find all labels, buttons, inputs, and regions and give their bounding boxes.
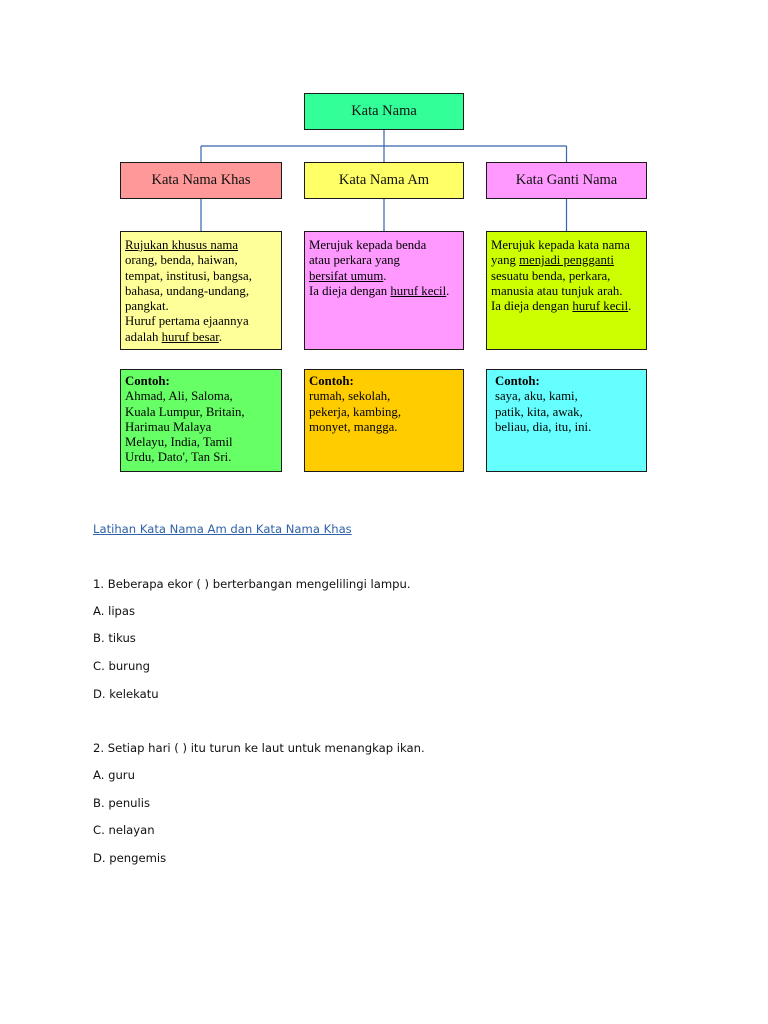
description-text: atau perkara yang (309, 253, 400, 268)
option-d: D. kelekatu (93, 687, 159, 701)
description-line (491, 299, 642, 314)
root-label: Kata Nama (351, 103, 417, 119)
description-box-kata-nama-khas (120, 231, 282, 350)
underlined-term: bersifat umum (309, 268, 384, 283)
example-line: Ahmad, Ali, Saloma, (125, 389, 233, 404)
description-line (491, 284, 642, 299)
option-b: B. penulis (93, 796, 150, 810)
example-line: rumah, sekolah, (309, 389, 391, 404)
noun-diagram (0, 0, 768, 500)
option-d: D. pengemis (93, 851, 167, 865)
example-box-kata-nama-am (304, 369, 464, 472)
description-line (309, 238, 459, 253)
description-text: orang, benda, haiwan, (125, 253, 238, 268)
description-text: . (628, 299, 632, 314)
description-line (125, 269, 277, 284)
underlined-term: menjadi pengganti (519, 253, 614, 268)
description-line (125, 330, 277, 345)
description-text: . (218, 329, 223, 344)
category-box-kata-nama-khas (120, 162, 282, 199)
option-a: A. lipas (93, 604, 136, 618)
description-text: sesuatu benda, perkara, (491, 268, 611, 283)
option-b: B. tikus (93, 631, 136, 645)
description-text: tempat, institusi, bangsa, (125, 268, 252, 283)
description-line (491, 253, 642, 268)
description-line (491, 269, 642, 284)
category-label: Kata Nama Am (338, 172, 430, 188)
description-text: bahasa, undang-undang, (125, 283, 250, 298)
description-text: . (383, 268, 387, 283)
description-line (125, 238, 277, 253)
root-box-kata-nama (304, 93, 464, 130)
description-line (125, 253, 277, 268)
description-line (491, 238, 642, 253)
option-c: C. burung (93, 659, 150, 673)
description-text: Ia dieja dengan (309, 283, 391, 298)
description-line (125, 299, 277, 314)
description-line (125, 284, 277, 299)
underlined-term: Rujukan khusus nama (125, 238, 239, 252)
category-label: Kata Ganti Nama (515, 172, 618, 188)
option-a: A. guru (93, 768, 135, 782)
description-text: Merujuk kepada kata nama (491, 238, 630, 252)
description-box-kata-ganti-nama (486, 231, 647, 350)
description-text: adalah (125, 329, 162, 344)
example-line: beliau, dia, itu, ini. (495, 419, 592, 434)
description-line (309, 284, 459, 299)
option-c: C. nelayan (93, 823, 155, 837)
example-heading: Contoh: (495, 374, 540, 388)
underlined-term: huruf kecil (390, 283, 447, 298)
category-label: Kata Nama Khas (151, 172, 251, 188)
example-line: Harimau Malaya (125, 419, 212, 434)
question-text: 2. Setiap hari ( ) itu turun ke laut untuk menangkap ikan. (93, 741, 425, 755)
description-line (309, 253, 459, 268)
example-heading: Contoh: (309, 374, 354, 388)
description-text: manusia atau tunjuk arah. (491, 283, 623, 298)
example-line: Kuala Lumpur, Britain, (125, 404, 245, 419)
example-box-kata-ganti-nama (486, 369, 647, 472)
example-line: monyet, mangga. (309, 419, 398, 434)
example-line: patik, kita, awak, (495, 404, 583, 419)
example-box-kata-nama-khas (120, 369, 282, 472)
category-box-kata-nama-am (304, 162, 464, 199)
underlined-term: huruf kecil (572, 299, 629, 314)
description-text: Ia dieja dengan (491, 299, 573, 314)
underlined-term: huruf besar (161, 329, 219, 344)
description-line (125, 314, 277, 329)
exercise-title-link[interactable]: Latihan Kata Nama Am dan Kata Nama Khas (93, 522, 352, 536)
description-text: . (446, 283, 450, 298)
example-line: pekerja, kambing, (309, 404, 402, 419)
question-text: 1. Beberapa ekor ( ) berterbangan mengelilingi lampu. (93, 577, 411, 591)
description-text: yang (491, 253, 520, 268)
description-line (309, 269, 459, 284)
description-text: Merujuk kepada benda (309, 238, 427, 252)
description-text: pangkat. (125, 299, 169, 314)
example-line: Urdu, Dato', Tan Sri. (125, 450, 232, 465)
description-text: Huruf pertama ejaannya (125, 314, 249, 329)
example-line: saya, aku, kami, (495, 389, 578, 404)
description-box-kata-nama-am (304, 231, 464, 350)
example-line: Melayu, India, Tamil (125, 435, 233, 450)
example-heading: Contoh: (125, 374, 170, 388)
category-box-kata-ganti-nama (486, 162, 647, 199)
